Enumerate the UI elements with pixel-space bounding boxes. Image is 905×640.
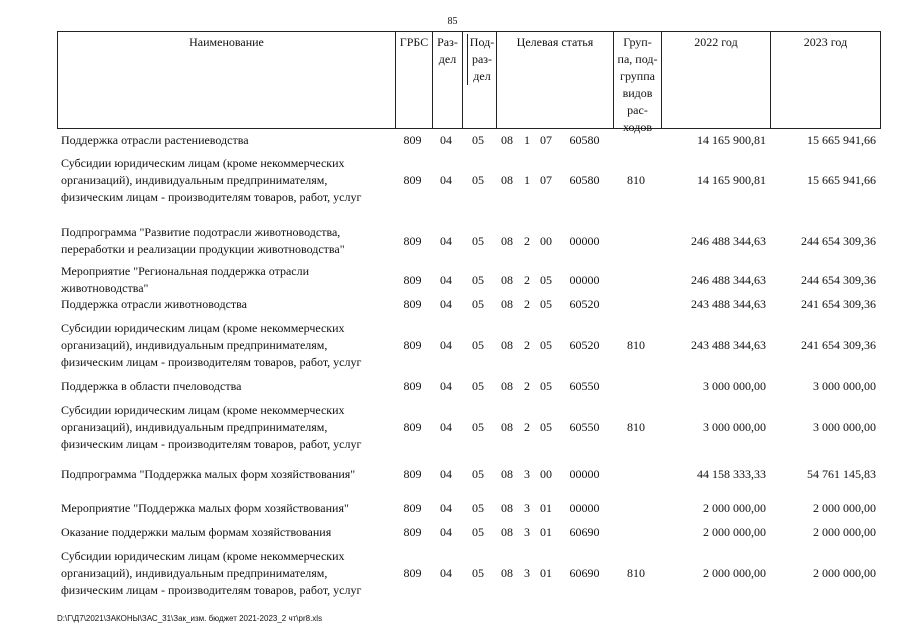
row-razdel: 04 xyxy=(440,525,452,539)
row-y2022: 2 000 000,00 xyxy=(703,501,766,515)
row-y2022: 14 165 900,81 xyxy=(697,133,766,147)
row-y2022: 3 000 000,00 xyxy=(703,379,766,393)
row-cs4: 60520 xyxy=(569,297,600,311)
row-cs4: 60690 xyxy=(569,525,600,539)
row-cs1: 08 xyxy=(501,173,513,187)
row-y2022: 243 488 344,63 xyxy=(691,338,766,352)
row-razdel: 04 xyxy=(440,566,452,580)
row-cs2: 2 xyxy=(524,273,530,287)
row-cs3: 01 xyxy=(540,566,552,580)
table-row xyxy=(57,155,881,206)
row-razdel: 04 xyxy=(440,234,452,248)
row-cs3: 05 xyxy=(540,338,552,352)
row-cs1: 08 xyxy=(501,566,513,580)
row-cs1: 08 xyxy=(501,273,513,287)
row-name: Подпрограмма "Развитие подотрасли животноводства, переработки и реализации продукции животноводства" xyxy=(61,225,345,256)
table-row xyxy=(57,296,881,313)
row-razdel: 04 xyxy=(440,173,452,187)
row-y2022: 3 000 000,00 xyxy=(703,420,766,434)
row-cs3: 05 xyxy=(540,379,552,393)
row-grbs: 809 xyxy=(403,273,422,287)
row-podrazdel: 05 xyxy=(472,297,484,311)
row-razdel: 04 xyxy=(440,338,452,352)
footer-file-path: D:\Г\Д7\2021\ЗАКОНЫ\ЗАС_31\Зак_изм. бюджет 2021-2023_2 чт\pr8.xls xyxy=(57,614,323,623)
row-y2022: 44 158 333,33 xyxy=(697,467,766,481)
row-name: Поддержка отрасли растениеводства xyxy=(61,133,249,147)
row-y2023: 2 000 000,00 xyxy=(813,501,876,515)
row-name: Подпрограмма "Поддержка малых форм хозяйствования" xyxy=(61,467,356,481)
header-2023: 2023 год xyxy=(770,32,880,128)
header-podrazdel-1: Под- xyxy=(467,34,496,51)
row-cs4: 60550 xyxy=(569,420,600,434)
row-name: Поддержка отрасли животноводства xyxy=(61,297,247,311)
header-target: Целевая статья xyxy=(496,32,613,128)
row-name: Оказание поддержки малым формам хозяйствования xyxy=(61,525,332,539)
row-y2023: 2 000 000,00 xyxy=(813,525,876,539)
row-cs2: 2 xyxy=(524,338,530,352)
table-row xyxy=(57,132,881,149)
row-cs2: 2 xyxy=(524,297,530,311)
row-cs4: 60550 xyxy=(569,379,600,393)
row-cs3: 00 xyxy=(540,234,552,248)
row-podrazdel: 05 xyxy=(472,234,484,248)
row-cs1: 08 xyxy=(501,338,513,352)
row-group: 810 xyxy=(627,338,645,352)
header-group-5: рас- xyxy=(627,103,648,117)
row-group: 810 xyxy=(627,420,645,434)
row-y2023: 3 000 000,00 xyxy=(813,420,876,434)
row-cs1: 08 xyxy=(501,234,513,248)
table-row xyxy=(57,224,881,258)
header-razdel-2: дел xyxy=(438,52,457,66)
row-y2023: 3 000 000,00 xyxy=(813,379,876,393)
row-y2023: 244 654 309,36 xyxy=(801,234,876,248)
page-number: 85 xyxy=(447,16,458,27)
row-podrazdel: 05 xyxy=(472,338,484,352)
header-podrazdel xyxy=(462,32,496,128)
row-razdel: 04 xyxy=(440,133,452,147)
table-row xyxy=(57,466,881,483)
row-cs4: 60690 xyxy=(569,566,600,580)
header-2022: 2022 год xyxy=(661,32,770,128)
row-y2023: 244 654 309,36 xyxy=(801,273,876,287)
row-podrazdel: 05 xyxy=(472,173,484,187)
row-cs4: 00000 xyxy=(569,501,600,515)
row-grbs: 809 xyxy=(403,566,422,580)
row-podrazdel: 05 xyxy=(472,501,484,515)
row-cs2: 2 xyxy=(524,234,530,248)
row-cs4: 00000 xyxy=(569,467,600,481)
row-name: Субсидии юридическим лицам (кроме некоммерческих организаций), индивидуальным предпринимателям, физическим лицам - производителям товаров, работ, услуг xyxy=(61,403,362,451)
row-y2023: 15 665 941,66 xyxy=(807,173,876,187)
row-grbs: 809 xyxy=(403,501,422,515)
row-podrazdel: 05 xyxy=(472,467,484,481)
table-row xyxy=(57,548,881,599)
row-y2023: 241 654 309,36 xyxy=(801,338,876,352)
row-podrazdel: 05 xyxy=(472,525,484,539)
row-y2022: 246 488 344,63 xyxy=(691,234,766,248)
row-podrazdel: 05 xyxy=(472,379,484,393)
row-razdel: 04 xyxy=(440,297,452,311)
row-group: 810 xyxy=(627,173,645,187)
header-podrazdel-2: раз- xyxy=(467,51,496,68)
header-group xyxy=(613,32,661,134)
row-cs1: 08 xyxy=(501,420,513,434)
table-row xyxy=(57,263,881,297)
header-grbs: ГРБС xyxy=(395,32,432,128)
row-name: Субсидии юридическим лицам (кроме некоммерческих организаций), индивидуальным предпринимателям, физическим лицам - производителям товаров, работ, услуг xyxy=(61,156,362,204)
table-header xyxy=(57,31,881,134)
row-cs4: 00000 xyxy=(569,273,600,287)
header-razdel xyxy=(432,32,462,128)
row-cs3: 00 xyxy=(540,467,552,481)
header-group-1: Груп- xyxy=(623,35,652,49)
row-y2022: 246 488 344,63 xyxy=(691,273,766,287)
header-name: Наименование xyxy=(189,35,264,49)
row-grbs: 809 xyxy=(403,133,422,147)
row-y2023: 15 665 941,66 xyxy=(807,133,876,147)
row-grbs: 809 xyxy=(403,338,422,352)
row-razdel: 04 xyxy=(440,379,452,393)
row-cs1: 08 xyxy=(501,379,513,393)
header-podrazdel-3: дел xyxy=(467,68,496,85)
row-cs3: 01 xyxy=(540,501,552,515)
row-name: Мероприятие "Региональная поддержка отрасли животноводства" xyxy=(61,264,310,295)
row-grbs: 809 xyxy=(403,173,422,187)
row-razdel: 04 xyxy=(440,501,452,515)
row-podrazdel: 05 xyxy=(472,566,484,580)
row-podrazdel: 05 xyxy=(472,420,484,434)
row-razdel: 04 xyxy=(440,273,452,287)
table-row xyxy=(57,320,881,371)
row-y2023: 54 761 145,83 xyxy=(807,467,876,481)
row-podrazdel: 05 xyxy=(472,133,484,147)
row-cs3: 01 xyxy=(540,525,552,539)
row-grbs: 809 xyxy=(403,234,422,248)
header-group-3: группа xyxy=(620,69,655,83)
row-grbs: 809 xyxy=(403,297,422,311)
row-y2022: 2 000 000,00 xyxy=(703,525,766,539)
header-group-6: ходов xyxy=(623,120,652,134)
row-cs2: 2 xyxy=(524,379,530,393)
row-cs1: 08 xyxy=(501,133,513,147)
row-cs2: 1 xyxy=(524,133,530,147)
row-name: Субсидии юридическим лицам (кроме некоммерческих организаций), индивидуальным предпринимателям, физическим лицам - производителям товаров, работ, услуг xyxy=(61,321,362,369)
row-grbs: 809 xyxy=(403,420,422,434)
row-cs2: 3 xyxy=(524,501,530,515)
table-row xyxy=(57,402,881,453)
row-cs1: 08 xyxy=(501,525,513,539)
row-cs2: 1 xyxy=(524,173,530,187)
row-cs3: 05 xyxy=(540,297,552,311)
table-row xyxy=(57,378,881,395)
table-row xyxy=(57,524,881,541)
row-name: Мероприятие "Поддержка малых форм хозяйствования" xyxy=(61,501,349,515)
row-cs4: 60580 xyxy=(569,173,600,187)
row-podrazdel: 05 xyxy=(472,273,484,287)
row-grbs: 809 xyxy=(403,525,422,539)
row-name: Субсидии юридическим лицам (кроме некоммерческих организаций), индивидуальным предпринимателям, физическим лицам - производителям товаров, работ, услуг xyxy=(61,549,362,597)
header-group-2: па, под- xyxy=(617,52,658,66)
row-cs1: 08 xyxy=(501,297,513,311)
row-y2022: 14 165 900,81 xyxy=(697,173,766,187)
row-y2023: 2 000 000,00 xyxy=(813,566,876,580)
row-cs4: 00000 xyxy=(569,234,600,248)
row-cs3: 05 xyxy=(540,273,552,287)
row-group: 810 xyxy=(627,566,645,580)
header-group-4: видов xyxy=(622,86,653,100)
row-cs1: 08 xyxy=(501,501,513,515)
row-cs2: 3 xyxy=(524,525,530,539)
header-razdel-1: Раз- xyxy=(437,35,458,49)
table-row xyxy=(57,500,881,517)
row-cs2: 2 xyxy=(524,420,530,434)
row-y2023: 241 654 309,36 xyxy=(801,297,876,311)
row-cs1: 08 xyxy=(501,467,513,481)
row-cs3: 07 xyxy=(540,173,552,187)
row-cs3: 05 xyxy=(540,420,552,434)
row-razdel: 04 xyxy=(440,467,452,481)
row-grbs: 809 xyxy=(403,467,422,481)
row-cs3: 07 xyxy=(540,133,552,147)
row-cs2: 3 xyxy=(524,467,530,481)
row-cs2: 3 xyxy=(524,566,530,580)
row-y2022: 2 000 000,00 xyxy=(703,566,766,580)
row-cs4: 60520 xyxy=(569,338,600,352)
row-grbs: 809 xyxy=(403,379,422,393)
row-name: Поддержка в области пчеловодства xyxy=(61,379,242,393)
row-razdel: 04 xyxy=(440,420,452,434)
row-y2022: 243 488 344,63 xyxy=(691,297,766,311)
row-cs4: 60580 xyxy=(569,133,600,147)
